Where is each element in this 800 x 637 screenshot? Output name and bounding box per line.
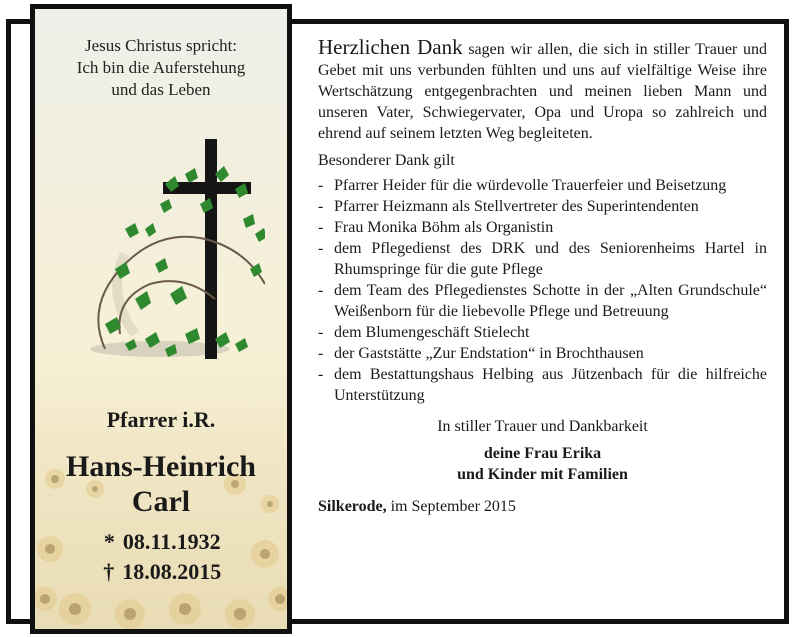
bullet-dash: - <box>318 240 324 257</box>
list-item: - dem Pflegedienst des DRK und des Seniorenheims Hartel in Rhumspringe für die gute Pflege <box>318 240 767 278</box>
bullet-dash: - <box>318 177 324 194</box>
notice-date: im September 2015 <box>390 498 516 515</box>
bullet-dash: - <box>318 366 324 383</box>
bullet-dash: - <box>318 219 324 236</box>
quote-line: Jesus Christus spricht: <box>84 36 238 55</box>
list-item: - dem Bestattungshaus Helbing aus Jützenbach für die hilfreiche Unterstützung <box>318 366 767 404</box>
place-date <box>318 496 767 517</box>
special-thanks-heading: Besonderer Dank gilt <box>318 152 455 169</box>
name-first: Hans-Heinrich <box>65 450 256 483</box>
closing-line: In stiller Trauer und Dankbarkeit <box>437 418 648 435</box>
list-item: - Frau Monika Böhm als Organistin <box>318 219 554 236</box>
birth-date-row <box>35 527 287 557</box>
family-signature <box>318 443 767 485</box>
birth-star-icon: * <box>103 529 115 554</box>
thanks-list <box>318 175 767 406</box>
life-dates <box>35 527 287 587</box>
intro-lead: Herzlichen Dank <box>318 35 463 59</box>
name-last: Carl <box>131 485 191 518</box>
cross-with-ivy-icon <box>65 134 265 364</box>
quote-line: Ich bin die Auferstehung <box>76 58 246 77</box>
list-item: - der Gaststätte „Zur Endstation“ in Brochthausen <box>318 345 644 362</box>
list-item: - Pfarrer Heizmann als Stellvertreter des Superintendenten <box>318 198 699 215</box>
quote-line: und das Leben <box>111 80 211 99</box>
deceased-name <box>35 449 287 519</box>
death-cross-icon: † <box>103 559 115 584</box>
bullet-dash: - <box>318 198 324 215</box>
bullet-dash: - <box>318 324 324 341</box>
memorial-panel <box>30 4 292 634</box>
bullet-dash: - <box>318 345 324 362</box>
list-item: - Pfarrer Heider für die würdevolle Trauerfeier und Beisetzung <box>318 177 727 194</box>
thanks-text <box>318 37 767 517</box>
death-date: 18.08.2015 <box>122 559 222 584</box>
bullet-dash: - <box>318 282 324 299</box>
intro-text: sagen wir allen, die sich in stiller Trauer und Gebet mit uns verbunden fühlten und uns auf vielfältige Weise ihre Wertschätzung entgegenbrachten und meinen lieben Mann und unseren Vater, Schwiegervater, Opa und Uropa so zahlreich und ehrend auf seinem letzten Weg begleiteten. <box>318 41 767 142</box>
death-date-row <box>35 557 287 587</box>
place-name: Silkerode, <box>318 498 387 515</box>
deceased-title: Pfarrer i.R. <box>106 407 216 432</box>
birth-date: 08.11.1932 <box>122 529 221 554</box>
family-line: und Kinder mit Familien <box>457 466 628 483</box>
list-item: - dem Blumengeschäft Stielecht <box>318 324 530 341</box>
list-item: - dem Team des Pflegedienstes Schotte in der „Alten Grundschule“ Weißenborn für die liebevolle Pflege und Betreuung <box>318 282 767 320</box>
family-line: deine Frau Erika <box>483 445 602 462</box>
intro-paragraph <box>318 37 767 144</box>
bible-quote <box>35 35 287 101</box>
